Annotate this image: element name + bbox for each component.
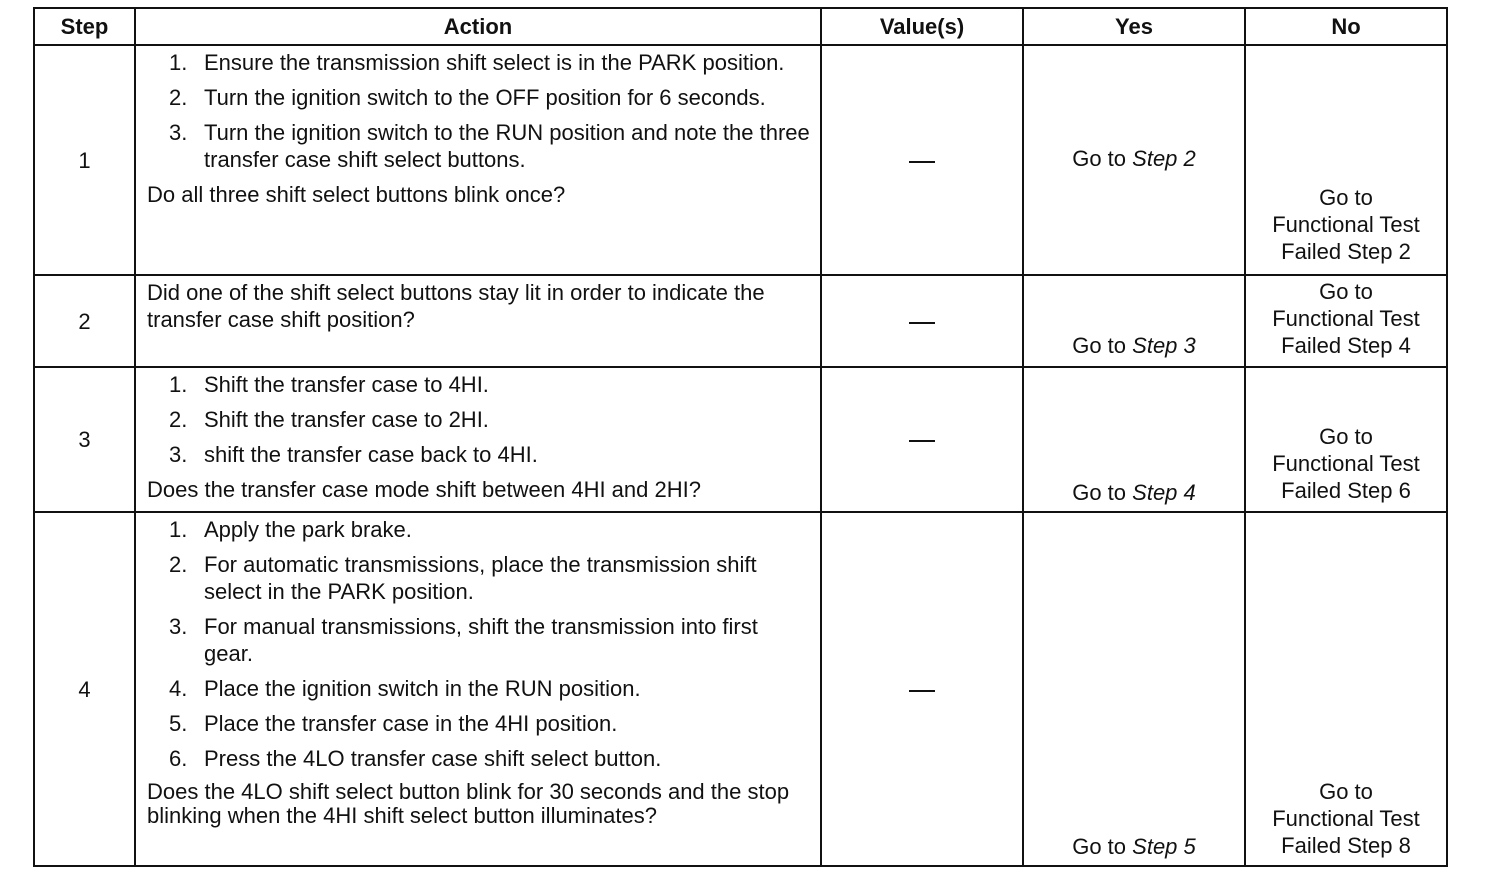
no-line: Go to (1319, 779, 1373, 804)
yes-step-ref: Step 3 (1132, 333, 1196, 358)
item-text: Press the 4LO transfer case shift select button. (204, 746, 662, 771)
diagnostic-table (33, 7, 1448, 867)
no-line: Functional Test (1272, 212, 1420, 237)
item-number: 3. (169, 442, 188, 467)
step-number: 2 (34, 275, 135, 367)
item-number: 2. (169, 85, 188, 110)
no-link[interactable] (1246, 778, 1446, 859)
list-item (147, 49, 812, 76)
yes-cell (1023, 512, 1245, 866)
item-text: Shift the transfer case to 4HI. (204, 372, 489, 397)
item-text: Place the transfer case in the 4HI position. (204, 711, 618, 736)
list-item (147, 406, 812, 433)
value-cell (821, 45, 1023, 275)
list-item (147, 371, 812, 398)
action-list (147, 371, 812, 468)
no-line: Failed Step 6 (1281, 478, 1411, 503)
item-number: 2. (169, 407, 188, 432)
header-row (34, 8, 1447, 45)
no-link[interactable] (1246, 184, 1446, 265)
action-cell (135, 367, 821, 512)
yes-step-ref: Step 4 (1132, 480, 1196, 505)
no-line: Functional Test (1272, 451, 1420, 476)
item-number: 4. (169, 676, 188, 701)
item-text: Shift the transfer case to 2HI. (204, 407, 489, 432)
list-item (147, 516, 812, 543)
header-yes: Yes (1023, 8, 1245, 45)
yes-step-ref: Step 5 (1132, 834, 1196, 859)
no-line: Functional Test (1272, 806, 1420, 831)
header-no: No (1245, 8, 1447, 45)
item-number: 1. (169, 517, 188, 542)
item-text: Turn the ignition switch to the RUN position and note the three transfer case shift select buttons. (204, 120, 810, 172)
item-number: 2. (169, 552, 188, 577)
header-action: Action (135, 8, 821, 45)
list-item (147, 745, 812, 772)
action-list (147, 516, 812, 772)
yes-prefix: Go to (1072, 146, 1127, 171)
yes-prefix: Go to (1072, 480, 1127, 505)
no-line: Failed Step 4 (1281, 333, 1411, 358)
list-item (147, 710, 812, 737)
no-link[interactable] (1246, 423, 1446, 504)
question-text: Do all three shift select buttons blink once? (147, 182, 566, 207)
header-values: Value(s) (821, 8, 1023, 45)
no-line: Go to (1319, 424, 1373, 449)
yes-prefix: Go to (1072, 333, 1127, 358)
header-step: Step (34, 8, 135, 45)
no-link[interactable] (1246, 278, 1446, 359)
item-text: For manual transmissions, shift the transmission into first gear. (204, 614, 758, 666)
item-text: Place the ignition switch in the RUN position. (204, 676, 641, 701)
item-number: 1. (169, 50, 188, 75)
table-row (34, 512, 1447, 866)
item-number: 1. (169, 372, 188, 397)
item-number: 3. (169, 614, 188, 639)
item-number: 6. (169, 746, 188, 771)
item-number: 5. (169, 711, 188, 736)
step-number: 4 (34, 512, 135, 866)
yes-cell (1023, 367, 1245, 512)
action-cell (135, 512, 821, 866)
item-text: Ensure the transmission shift select is in the PARK position. (204, 50, 785, 75)
item-text: Turn the ignition switch to the OFF position for 6 seconds. (204, 85, 766, 110)
no-line: Go to (1319, 279, 1373, 304)
step-number: 3 (34, 367, 135, 512)
no-cell (1245, 512, 1447, 866)
no-line: Go to (1319, 185, 1373, 210)
yes-cell (1023, 45, 1245, 275)
no-line: Failed Step 2 (1281, 239, 1411, 264)
yes-link[interactable] (1024, 479, 1244, 506)
yes-step-ref: Step 2 (1132, 146, 1196, 171)
yes-link[interactable] (1024, 145, 1244, 172)
question-text: Does the 4LO shift select button blink for 30 seconds and the stop blinking when the 4HI shift select button illuminates? (147, 779, 790, 828)
list-item (147, 551, 812, 605)
no-cell (1245, 45, 1447, 275)
yes-link[interactable] (1024, 332, 1244, 359)
yes-prefix: Go to (1072, 834, 1127, 859)
item-number: 3. (169, 120, 188, 145)
table-row (34, 367, 1447, 512)
dash-value (909, 690, 935, 692)
dash-value (909, 440, 935, 442)
question-text: Does the transfer case mode shift between 4HI and 2HI? (147, 477, 701, 502)
no-cell (1245, 367, 1447, 512)
yes-link[interactable] (1024, 833, 1244, 860)
dash-value (909, 322, 935, 324)
list-item (147, 84, 812, 111)
table-row (34, 275, 1447, 367)
table-row (34, 45, 1447, 275)
list-item (147, 675, 812, 702)
no-line: Functional Test (1272, 306, 1420, 331)
item-text: shift the transfer case back to 4HI. (204, 442, 538, 467)
yes-cell (1023, 275, 1245, 367)
action-list (147, 49, 812, 173)
value-cell (821, 512, 1023, 866)
list-item (147, 441, 812, 468)
no-line: Failed Step 8 (1281, 833, 1411, 858)
action-cell (135, 275, 821, 367)
dash-value (909, 161, 935, 163)
value-cell (821, 367, 1023, 512)
no-cell (1245, 275, 1447, 367)
action-cell (135, 45, 821, 275)
item-text: For automatic transmissions, place the transmission shift select in the PARK position. (204, 552, 757, 604)
list-item (147, 613, 812, 667)
value-cell (821, 275, 1023, 367)
list-item (147, 119, 812, 173)
question-text: Did one of the shift select buttons stay lit in order to indicate the transfer case shift position? (147, 280, 765, 332)
step-number: 1 (34, 45, 135, 275)
item-text: Apply the park brake. (204, 517, 412, 542)
